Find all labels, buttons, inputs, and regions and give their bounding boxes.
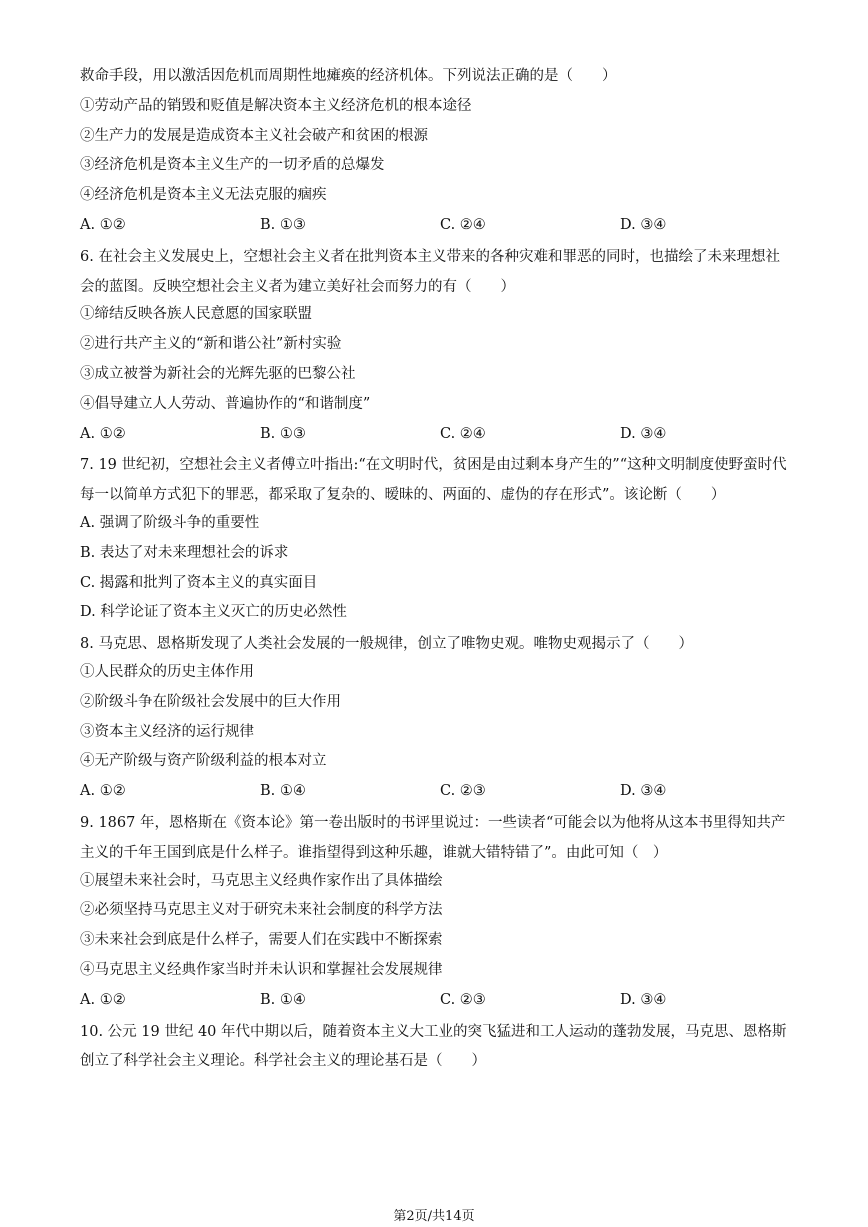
q6-options (80, 422, 788, 452)
q8-item-1: ①人民群众的历史主体作用 (80, 663, 254, 680)
q8-stem: 8. 马克思、恩格斯发现了人类社会发展的一般规律，创立了唯物史观。唯物史观揭示了（ ） (80, 636, 693, 653)
q6-item-2: ②进行共产主义的“新和谐公社”新村实验 (80, 336, 342, 353)
q8-option-b: B. ①④ (260, 783, 306, 800)
q5-item-4: ④经济危机是资本主义无法克服的痼疾 (80, 187, 327, 204)
q9-item-1: ①展望未来社会时，马克思主义经典作家作出了具体描绘 (80, 872, 443, 889)
q7-stem: 7. 19 世纪初，空想社会主义者傅立叶指出:“在文明时代，贫困是由过剩本身产生的”“这种文明制度使野蛮时代每一以简单方式犯下的罪恶，都采取了复杂的、暧昧的、两面的、虚伪的存在形式”。该论断（ ） (80, 457, 787, 504)
q6-item-4: ④倡导建立人人劳动、普遍协作的“和谐制度” (80, 395, 371, 412)
q6-item-3: ③成立被誉为新社会的光辉先驱的巴黎公社 (80, 365, 356, 382)
q5-stem-end: 救命手段，用以激活因危机而周期性地瘫痪的经济机体。下列说法正确的是（ ） (80, 68, 617, 84)
q5-item-3: ③经济危机是资本主义生产的一切矛盾的总爆发 (80, 157, 385, 174)
q8-item-3: ③资本主义经济的运行规律 (80, 723, 254, 740)
q8-option-d: D. ③④ (620, 783, 667, 800)
q5-item-1: ①劳动产品的销毁和贬值是解决资本主义经济危机的根本途径 (80, 97, 472, 114)
q9-option-a: A. ①② (80, 991, 126, 1008)
q9-option-d: D. ③④ (620, 991, 667, 1008)
q6-item-1: ①缔结反映各族人民意愿的国家联盟 (80, 306, 312, 323)
q7-option-d: D. 科学论证了资本主义灭亡的历史必然性 (80, 604, 347, 621)
q6-option-c: C. ②④ (440, 425, 486, 442)
q8-option-a: A. ①② (80, 783, 126, 800)
q10-stem: 10. 公元 19 世纪 40 年代中期以后，随着资本主义大工业的突飞猛进和工人运动的蓬勃发展，马克思、恩格斯创立了科学社会主义理论。科学社会主义的理论基石是（ ） (80, 1023, 787, 1070)
q8-options (80, 779, 788, 809)
page-content (80, 64, 788, 1077)
q6-option-a: A. ①② (80, 425, 126, 442)
q7-option-c: C. 揭露和批判了资本主义的真实面目 (80, 574, 318, 591)
q9-item-4: ④马克思主义经典作家当时并未认识和掌握社会发展规律 (80, 961, 443, 978)
q9-stem: 9. 1867 年，恩格斯在《资本论》第一卷出版时的书评里说过：一些读者“可能会以为他将从这本书里得知共产主义的千年王国到底是什么样子。谁指望得到这种乐趣，谁就大错特错了”。由此可知（ ） (80, 814, 786, 861)
q8-item-2: ②阶级斗争在阶级社会发展中的巨大作用 (80, 693, 341, 710)
q5-option-b: B. ①③ (260, 216, 306, 233)
q6-option-d: D. ③④ (620, 425, 667, 442)
q5-options (80, 213, 788, 243)
q7-option-a: A. 强调了阶级斗争的重要性 (80, 514, 260, 531)
q9-item-2: ②必须坚持马克思主义对于研究未来社会制度的科学方法 (80, 902, 443, 919)
q6-option-b: B. ①③ (260, 425, 306, 442)
q5-item-2: ②生产力的发展是造成资本主义社会破产和贫困的根源 (80, 127, 428, 144)
q5-option-c: C. ②④ (440, 216, 486, 233)
q9-options (80, 988, 788, 1018)
q8-item-4: ④无产阶级与资产阶级利益的根本对立 (80, 753, 327, 770)
q9-item-3: ③未来社会到底是什么样子，需要人们在实践中不断探索 (80, 932, 443, 949)
q6-stem: 6. 在社会主义发展史上，空想社会主义者在批判资本主义带来的各种灾难和罪恶的同时，也描绘了未来理想社会的蓝图。反映空想社会主义者为建立美好社会而努力的有（ ） (80, 248, 780, 295)
page-number-footer: 第2页/共14页 (393, 1209, 475, 1224)
q9-option-c: C. ②③ (440, 991, 486, 1008)
q8-option-c: C. ②③ (440, 783, 486, 800)
q5-option-a: A. ①② (80, 216, 126, 233)
q7-option-b: B. 表达了对未来理想社会的诉求 (80, 544, 289, 561)
q9-option-b: B. ①④ (260, 991, 306, 1008)
q5-option-d: D. ③④ (620, 216, 667, 233)
